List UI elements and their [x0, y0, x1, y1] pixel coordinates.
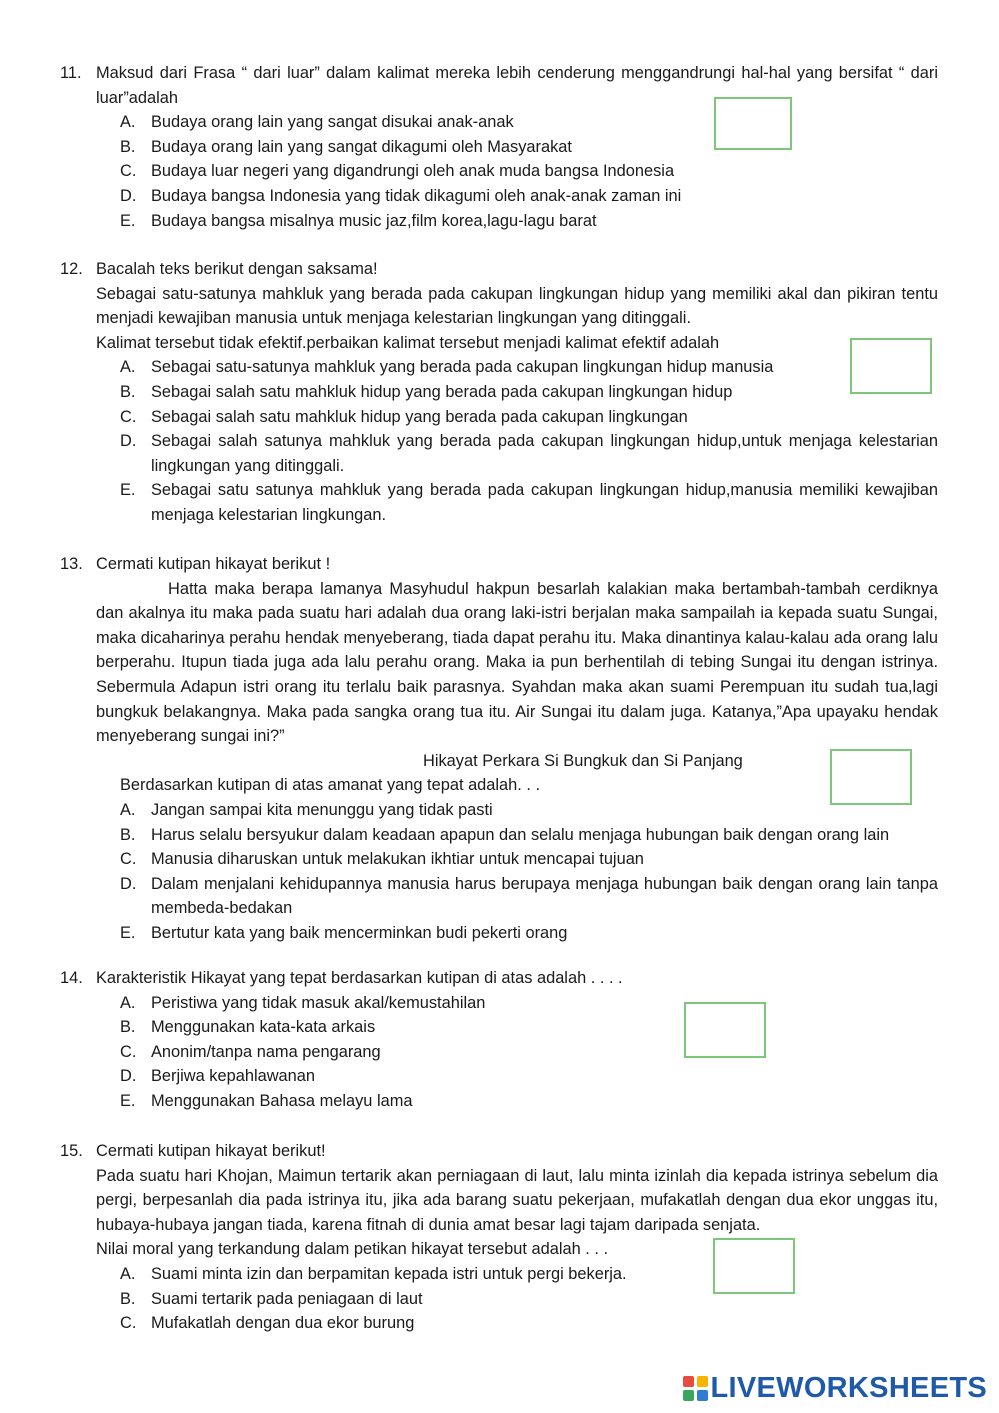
option-d: D. Budaya bangsa Indonesia yang tidak dikagumi oleh anak-anak zaman ini [120, 186, 682, 205]
answer-box-14[interactable] [684, 1002, 766, 1058]
option-b: B. Budaya orang lain yang sangat dikagumi oleh Masyarakat [120, 137, 572, 156]
answer-box-12[interactable] [850, 338, 932, 394]
brand-name: LIVEWORKSHEETS [710, 1371, 987, 1404]
option-c: C. Mufakatlah dengan dua ekor burung [120, 1314, 415, 1333]
option-e: E. Budaya bangsa misalnya music jaz,film korea,lagu-lagu barat [120, 211, 597, 230]
answer-box-13[interactable] [830, 749, 912, 805]
options-list [120, 1262, 938, 1336]
question-prompt: Berdasarkan kutipan di atas amanat yang tepat adalah. . . [120, 776, 541, 795]
passage-source: Hikayat Perkara Si Bungkuk dan Si Panjang [423, 751, 743, 770]
question-12 [60, 257, 938, 528]
option-c: C. Sebagai salah satu mahkluk hidup yang berada pada cakupan lingkungan [120, 407, 688, 426]
question-text: Cermati kutipan hikayat berikut! [96, 1142, 326, 1160]
answer-box-15[interactable] [713, 1238, 795, 1294]
question-text: Maksud dari Frasa “ dari luar” dalam kalimat mereka lebih cenderung menggandrungi hal-hal yang bersifat “ dari luar”adalah [96, 64, 938, 107]
logo-squares-icon [683, 1376, 708, 1401]
question-prompt: Kalimat tersebut tidak efektif.perbaikan kalimat tersebut menjadi kalimat efektif adalah [96, 333, 720, 352]
question-text: Cermati kutipan hikayat berikut ! [96, 555, 331, 573]
option-b: B. Suami tertarik pada peniagaan di laut [120, 1289, 423, 1308]
question-13 [60, 552, 938, 946]
option-a: A. Sebagai satu-satunya mahkluk yang berada pada cakupan lingkungan hidup manusia [120, 358, 774, 377]
question-number: 13. [60, 555, 83, 573]
options-list [120, 355, 938, 527]
question-number: 12. [60, 260, 83, 278]
question-number: 15. [60, 1142, 83, 1160]
liveworksheets-logo[interactable] [683, 1373, 988, 1403]
options-list [120, 798, 938, 946]
hikayat-passage: Pada suatu hari Khojan, Maimun tertarik akan perniagaan di laut, lalu minta izinlah dia kepada istrinya sebelum dia pergi, berpesanlah dia pada istrinya itu, jika ada barang suatu pekerjaan, mufakatlah dengan dua ekor unggas itu, hubaya-hubaya jangan tiada, karena fitnah di dunia amat besar lagi tajam daripada senjata. [96, 1166, 938, 1234]
option-c: C. Manusia diharuskan untuk melakukan ikhtiar untuk mencapai tujuan [120, 850, 644, 869]
question-text: Karakteristik Hikayat yang tepat berdasarkan kutipan di atas adalah . . . . [96, 969, 623, 987]
option-e: E. Menggunakan Bahasa melayu lama [120, 1091, 413, 1110]
option-b: B. Harus selalu bersyukur dalam keadaan apapun dan selalu menjaga hubungan baik dengan orang lain [120, 825, 890, 844]
question-prompt: Nilai moral yang terkandung dalam petikan hikayat tersebut adalah . . . [96, 1240, 609, 1259]
quoted-sentence: Sebagai satu-satunya mahkluk yang berada pada cakupan lingkungan hidup yang memiliki akal dan pikiran tentu menjadi kewajiban manusia untuk menjaga kelestarian lingkungan yang ditinggali. [96, 284, 938, 328]
option-c: C. Budaya luar negeri yang digandrungi oleh anak muda bangsa Indonesia [120, 162, 675, 181]
question-11 [60, 61, 938, 233]
option-a: A. Budaya orang lain yang sangat disukai anak-anak [120, 113, 514, 132]
answer-box-11[interactable] [714, 97, 792, 150]
hikayat-passage: Hatta maka berapa lamanya Masyhudul hakpun besarlah kalakian maka bertambah-tambah cerdiknya dan akalnya itu maka pada suatu hari adalah dua orang laki-istri berjalan maka sampailah ia kepada suatu Sungai, maka dicaharinya perahu hendak menyeberang, tiada dapat perahu itu. Maka dinantinya kalau-kalau ada orang lalu berperahu. Itupun tiada juga ada lalu perahu orang. Maka ia pun berhentilah di tebing Sungai itu dengan istrinya. Sebermula Adapun istri orang itu terlalu baik parasnya. Syahdan maka akan suami Perempuan itu sudah tua,lagi bungkuk belakangnya. Maka pada sangka orang tua itu. Air Sungai itu dalam juga. Katanya,”Apa upayaku hendak menyeberang sungai ini?” [96, 579, 938, 746]
option-c: C. Anonim/tanpa nama pengarang [120, 1042, 381, 1061]
option-e: E. Sebagai satu satunya mahkluk yang berada pada cakupan lingkungan hidup,manusia memiliki kewajiban menjaga kelestarian lingkungan. [120, 481, 938, 524]
question-number: 11. [60, 64, 82, 82]
option-d: D. Dalam menjalani kehidupannya manusia harus berupaya menjaga hubungan baik dengan orang lain tanpa membeda-bedakan [120, 874, 938, 918]
option-a: A. Peristiwa yang tidak masuk akal/kemustahilan [120, 993, 486, 1012]
options-list [120, 110, 938, 233]
option-a: A. Jangan sampai kita menunggu yang tidak pasti [120, 800, 493, 819]
option-a: A. Suami minta izin dan berpamitan kepada istri untuk pergi bekerja. [120, 1264, 627, 1283]
question-text: Bacalah teks berikut dengan saksama! [96, 260, 378, 278]
question-number: 14. [60, 969, 83, 987]
option-b: B. Sebagai salah satu mahkluk hidup yang berada pada cakupan lingkungan hidup [120, 382, 733, 401]
question-14 [60, 966, 938, 1114]
option-d: D. Berjiwa kepahlawanan [120, 1067, 316, 1086]
question-15 [60, 1139, 938, 1336]
option-b: B. Menggunakan kata-kata arkais [120, 1018, 376, 1037]
option-e: E. Bertutur kata yang baik mencerminkan budi pekerti orang [120, 923, 568, 942]
option-d: D. Sebagai salah satunya mahkluk yang berada pada cakupan lingkungan hidup,untuk menjaga kelestarian lingkungan yang ditinggali. [120, 432, 938, 475]
options-list [120, 991, 938, 1114]
